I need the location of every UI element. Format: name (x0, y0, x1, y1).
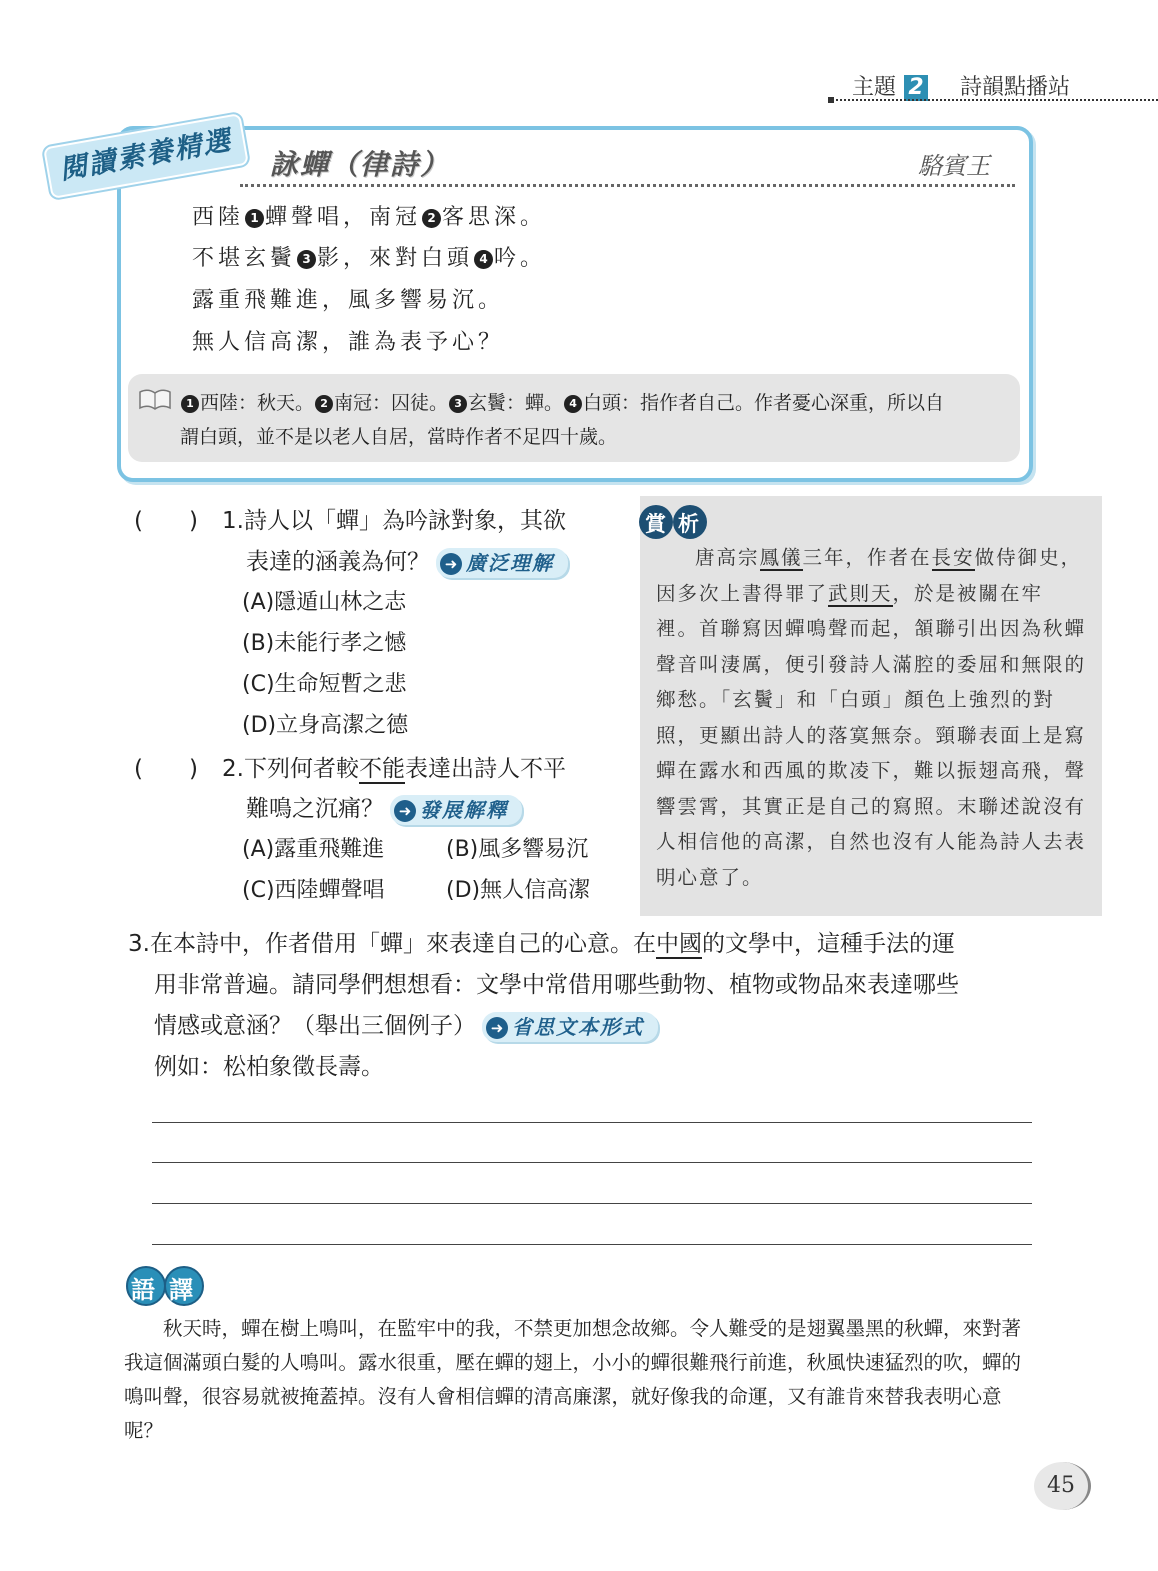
analysis-text: 唐高宗鳳儀三年，作者在長安做侍御史，因多次上書得罪了武則天，於是被關在牢裡。首聯寫因蟬鳴聲而起，頷聯引出因為秋蟬聲音叫淒厲，便引發詩人滿腔的委屈和無限的鄉愁。「玄鬢」和「白頭」顏色上強烈的對照，更顯出詩人的落寞無奈。頸聯表面上是寫蟬在露水和西風的欺凌下，難以振翅高飛，聲響雲霄，其實正是自己的寫照。末聯述說沒有人相信他的高潔，自然也沒有人能為詩人去表明心意了。 (656, 546, 1087, 889)
answer-line-3[interactable] (152, 1203, 1032, 1204)
poem-line-3: 露重飛難進，風多響易沉。 (192, 288, 505, 313)
translation-text: 秋天時，蟬在樹上鳴叫，在監牢中的我，不禁更加想念故鄉。令人難受的是翅翼墨黑的秋蟬，來對著我這個滿頭白髮的人鳴叫。露水很重，壓在蟬的翅上，小小的蟬很難飛行前進，秋風快速猛烈的吹，蟬的鳴叫聲，很容易就被掩蓋掉。沒有人會相信蟬的清高廉潔，就好像我的命運，又有誰肯來替我表明心意呢？ (124, 1317, 1022, 1442)
title-divider (240, 184, 1015, 187)
poem-line-4: 無人信高潔，誰為表予心？ (192, 330, 505, 355)
q3-example: 例如：松柏象徵長壽。 (154, 1054, 384, 1080)
question-1-line-2: 表達的涵義為何？ ➜ 廣泛理解 (246, 543, 568, 578)
q2-option-d[interactable]: (D)無人信高潔 (446, 878, 591, 903)
q2-option-c[interactable]: (C)西陸蟬聲唱 (242, 878, 385, 903)
arrow-right-icon: ➜ (394, 800, 416, 822)
answer-line-1[interactable] (152, 1122, 1032, 1123)
page-header (852, 70, 1070, 101)
q2-option-a[interactable]: (A)露重飛難進 (242, 837, 385, 862)
translation-badge: 語譯 (131, 1276, 207, 1304)
q1-option-c[interactable]: (C)生命短暫之悲 (242, 672, 407, 697)
section-ribbon: 閱讀素養精選 (43, 113, 249, 199)
question-1-line-1: 1.詩人以「蟬」為吟詠對象，其欲 (222, 508, 566, 534)
note-marker-1: 1 (245, 209, 264, 228)
notes-text: 1 西陸：秋天。 2 南冠：囚徒。 3 玄鬢：蟬。 4 白頭：指作者自己。作者憂心深重，所以自 謂白頭，並不是以老人自居，當時作者不足四十歲。 (180, 392, 945, 448)
question-3: 3.在本詩中，作者借用「蟬」來表達自己的心意。在中國的文學中，這種手法的運 用非常普遍。請同學們想想看：文學中常借用哪些動物、植物或物品來表達哪些 情感或意涵？（舉出三個例子） ➜ 省思文本形式 例如：松柏象徵長壽。 (128, 924, 1038, 1088)
note-marker-3: 3 (297, 250, 316, 269)
skill-tag-broad-understanding: ➜ 廣泛理解 (436, 548, 568, 578)
answer-blank-2[interactable]: ( ) (134, 756, 198, 782)
answer-line-4[interactable] (152, 1244, 1032, 1245)
book-icon (138, 386, 172, 412)
poem-author: 駱賓王 (918, 152, 990, 180)
answer-line-2[interactable] (152, 1162, 1032, 1163)
arrow-right-icon: ➜ (486, 1017, 508, 1039)
q1-option-b[interactable]: (B)未能行孝之憾 (242, 631, 407, 656)
poem-line-2: 不堪玄鬢 3 影，來對白頭 4 吟。 (192, 246, 547, 271)
poem-title: 詠蟬（律詩） (270, 148, 451, 181)
skill-tag-develop-interpretation: ➜ 發展解釋 (390, 795, 522, 825)
skill-tag-reflect-text-form: ➜ 省思文本形式 (482, 1012, 658, 1042)
theme-label: 主題 (852, 75, 897, 100)
arrow-right-icon: ➜ (440, 553, 462, 575)
theme-title: 詩韻點播站 (960, 75, 1071, 100)
header-rule (832, 99, 1158, 101)
page-number: 45 (1034, 1462, 1091, 1510)
q1-option-a[interactable]: (A)隱遁山林之志 (242, 590, 407, 615)
theme-number: 2 (904, 75, 928, 101)
q2-option-b[interactable]: (B)風多響易沉 (446, 837, 589, 862)
question-2-line-2: 難鳴之沉痛？ ➜ 發展解釋 (246, 790, 522, 825)
q1-option-d[interactable]: (D)立身高潔之德 (242, 713, 409, 738)
question-2-line-1: 2.下列何者較不能表達出詩人不平 (222, 756, 566, 782)
analysis-badge: 賞析 (645, 512, 711, 536)
answer-blank-1[interactable]: ( ) (134, 508, 198, 534)
poem-line-1: 西陸 1 蟬聲唱，南冠 2 客思深。 (192, 205, 547, 230)
note-marker-2: 2 (422, 209, 441, 228)
note-marker-4: 4 (474, 250, 493, 269)
